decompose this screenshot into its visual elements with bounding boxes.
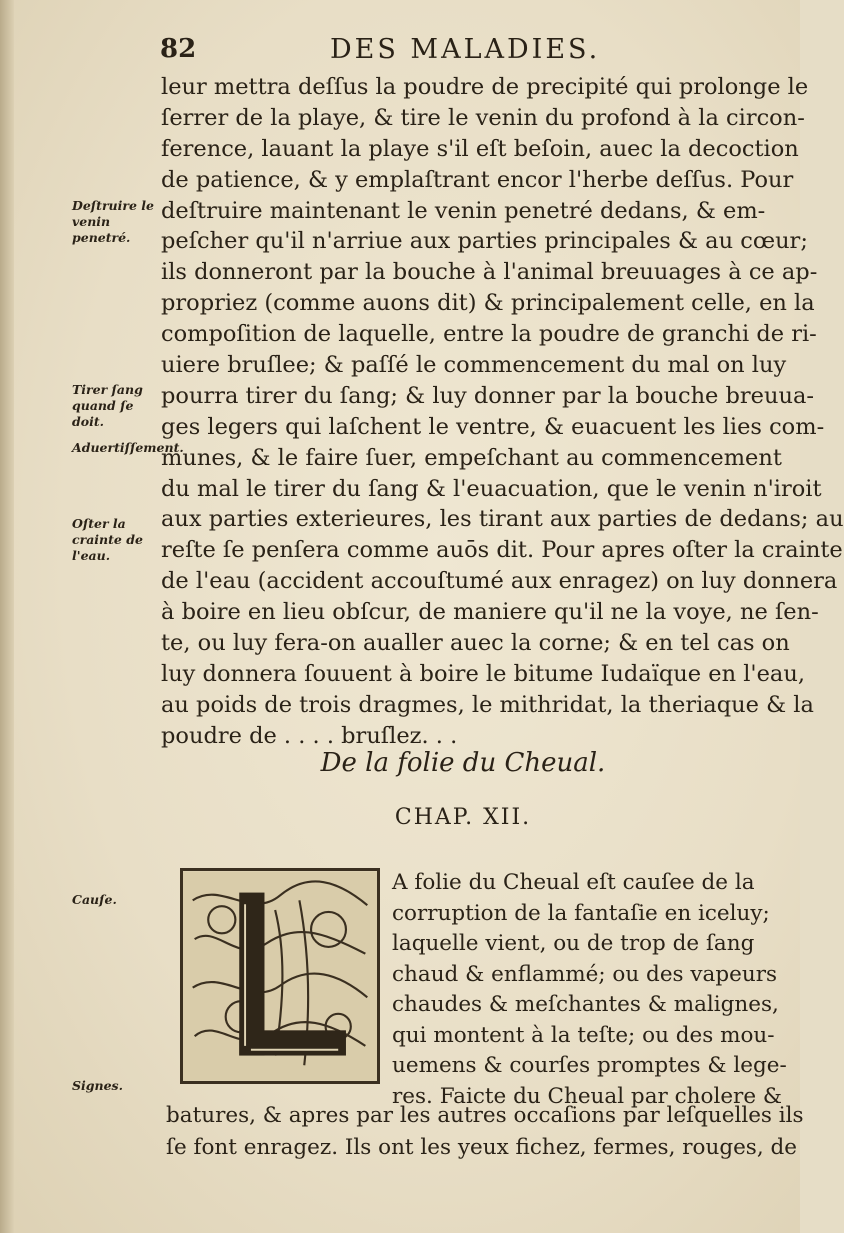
text-line: ges legers qui laſchent le ventre, & euacuent les lies com- xyxy=(161,413,825,440)
text-line: qui montent à la teſte; ou des mou- xyxy=(392,1022,775,1048)
text-line: compoſition de laquelle, entre la poudre de granchi de ri- xyxy=(161,321,817,348)
text-line: deſtruire maintenant le venin penetré dedans, & em- xyxy=(161,197,766,224)
text-line: A folie du Cheual eſt cauſee de la xyxy=(392,870,755,895)
chapter-heading: CHAP. XII. xyxy=(394,805,532,830)
margin-note-destruire: Deſtruire le venin penetré. xyxy=(72,198,154,245)
text-line: aux parties exterieures, les tirant aux parties de dedans; au xyxy=(161,506,844,533)
margin-note-cause: Cauſe. xyxy=(72,892,117,907)
text-line: res. Faicte du Cheual par cholere & xyxy=(392,1083,783,1109)
text-line: reſte ſe penſera comme auōs dit. Pour apres oſter la crainte xyxy=(161,537,843,564)
margin-note-tirer-sang: Tirer ſang quand ſe doit. xyxy=(72,382,143,429)
margin-note-aduertissement: Aduertiſſement. xyxy=(72,440,184,455)
text-line: à boire en lieu obſcur, de maniere qu'il ne la voye, ne ſen- xyxy=(161,599,819,626)
text-line: ſe font enragez. Ils ont les yeux fichez, fermes, rouges, de xyxy=(166,1135,797,1160)
text-line: chaudes & meſchantes & malignes, xyxy=(392,992,779,1017)
text-line: propriez (comme auons dit) & principalement celle, en la xyxy=(161,290,815,317)
text-line: munes, & le faire ſuer, empeſchant au commencement xyxy=(161,444,782,471)
margin-note-oster-crainte: Oſter la crainte de l'eau. xyxy=(72,516,143,563)
text-line: du mal le tirer du ſang & l'euacuation, que le venin n'iroit xyxy=(161,475,822,502)
text-line: pourra tirer du ſang; & luy donner par la bouche breuua- xyxy=(161,382,814,409)
text-line: poudre de . . . . bruſlez. . . xyxy=(161,722,458,749)
text-line: ſerrer de la playe, & tire le venin du profond à la circon- xyxy=(161,104,805,131)
text-line: chaud & enflammé; ou des vapeurs xyxy=(392,961,778,987)
text-line: corruption de la fantaſie en iceluy; xyxy=(392,900,770,926)
text-line: ils donneront par la bouche à l'animal breuuages à ce ap- xyxy=(161,259,818,286)
section-title: De la folie du Cheual. xyxy=(320,748,606,778)
margin-note-signes: Signes. xyxy=(72,1078,123,1093)
text-line: au poids de trois dragmes, le mithridat, la theriaque & la xyxy=(161,691,814,718)
text-line: te, ou luy fera-on aualler auec la corne; & en tel cas on xyxy=(161,630,790,657)
page-number: 82 xyxy=(160,34,197,64)
text-line: uiere bruſlee; & paſſé le commencement du mal on luy xyxy=(161,352,787,379)
text-line: laquelle vient, ou de trop de ſang xyxy=(392,931,755,956)
text-line: leur mettra deſſus la poudre de precipité qui prolonge le xyxy=(161,74,809,100)
text-line: de l'eau (accident accouſtumé aux enragez) on luy donnera xyxy=(161,568,838,595)
text-line: luy donnera ſouuent à boire le bitume Iudaïque en l'eau, xyxy=(161,660,805,687)
page-header xyxy=(160,30,760,70)
page-gutter xyxy=(0,0,14,1233)
text-line: uemens & courſes promptes & lege- xyxy=(392,1053,787,1078)
chapter-opening-text xyxy=(392,868,787,1112)
text-line: batures, & apres par les autres occaſions par leſquelles ils xyxy=(166,1103,804,1128)
running-title: DES MALADIES. xyxy=(330,34,601,65)
text-line: peſcher qu'il n'arriue aux parties principales & au cœur; xyxy=(161,228,808,255)
text-line: de patience, & y emplaſtrant encor l'herbe deſſus. Pour xyxy=(161,166,794,193)
text-line: ference, lauant la playe s'il eſt beſoin, auec la decoction xyxy=(161,135,799,162)
chapter-continued-text xyxy=(166,1100,804,1164)
main-text-block xyxy=(161,72,844,752)
decorated-initial-icon xyxy=(180,868,380,1084)
